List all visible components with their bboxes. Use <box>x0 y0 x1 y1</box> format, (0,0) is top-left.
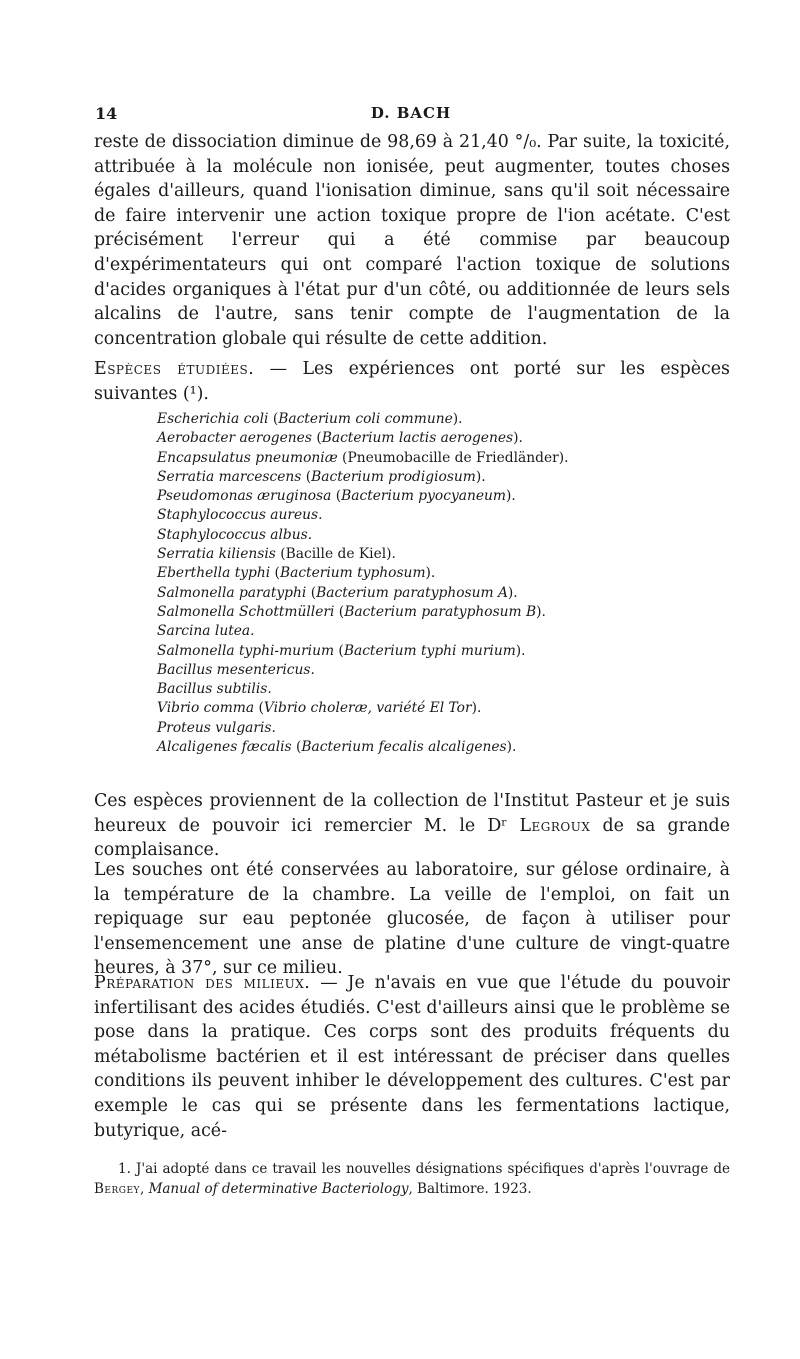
synonym-close: ). <box>513 430 523 447</box>
synonym-close: ). <box>507 584 518 601</box>
species-list <box>157 410 717 757</box>
page-number: 14 <box>95 104 118 123</box>
species-synonym: Bacterium coli commune <box>278 411 453 427</box>
synonym-open: ( <box>306 584 317 601</box>
synonym-open: ( <box>270 565 280 582</box>
person-name-legroux: Legroux <box>519 815 591 836</box>
footnote-reference: (¹). <box>182 383 209 404</box>
species-item <box>157 584 717 603</box>
synonym-open: ( <box>334 642 344 659</box>
species-item <box>157 680 717 699</box>
species-synonym: Bacterium paratyphosum B <box>344 603 537 620</box>
running-head: D. BACH <box>370 104 452 122</box>
synonym-close: ). <box>558 449 569 466</box>
species-item <box>157 564 717 583</box>
synonym-close: ). <box>471 700 482 717</box>
species-name: Staphylococcus albus. <box>157 526 313 543</box>
species-name: Bacillus subtilis. <box>157 681 272 698</box>
species-name: Aerobacter aerogenes <box>157 430 312 447</box>
species-name: Serratia marcescens <box>157 468 302 485</box>
species-synonym: Bacterium fecalis alcaligenes <box>301 739 507 756</box>
species-item <box>157 622 717 641</box>
footnote-separator: , <box>139 1181 149 1197</box>
footnote <box>94 1159 730 1199</box>
species-item <box>157 429 717 448</box>
species-item <box>157 410 717 429</box>
species-name: Staphylococcus aureus. <box>157 507 323 524</box>
species-name: Vibrio comma <box>157 700 255 717</box>
species-synonym: Bacterium typhosum <box>279 565 426 582</box>
species-name: Salmonella paratyphi <box>157 584 307 601</box>
species-item <box>157 449 717 468</box>
species-name: Bacillus mesentericus. <box>157 661 315 678</box>
section-heading-media: Préparation des milieux. <box>94 973 311 993</box>
synonym-open: ( <box>254 700 264 717</box>
species-synonym: Bacterium paratyphosum A <box>316 584 508 601</box>
body-paragraph-5 <box>94 971 730 1143</box>
section-heading-species: Espèces étudiées. <box>94 359 255 379</box>
footnote-number: 1. <box>118 1161 131 1177</box>
species-name: Proteus vulgaris. <box>157 719 276 736</box>
synonym-open: ( <box>331 488 342 505</box>
body-paragraph-1: reste de dissociation diminue de 98,69 à 21,40 °/₀. Par suite, la toxicité, attribuée à la molécule non ionisée, peut augmenter, toutes choses égales d'ailleurs, quand l'ionisation diminue, sans qu'il soit nécessaire de faire intervenir une action toxique propre de l'ion acétate. C'est précisément l'erreur qui a été commise par beaucoup d'expérimentateurs qui ont comparé l'action toxique de solutions d'acides organiques à l'état pur d'un côté, ou additionnée de leurs sels alcalins de l'autre, sans tenir compte de l'augmentation de la concentration globale qui résulte de cette addition. <box>94 132 730 349</box>
species-name: Salmonella Schottmülleri <box>157 603 335 620</box>
species-item <box>157 487 717 506</box>
species-name: Pseudomonas æruginosa <box>157 488 332 505</box>
species-item <box>157 545 717 564</box>
synonym-open: ( <box>311 430 322 447</box>
species-name: Escherichia coli <box>157 411 269 427</box>
body-paragraph-4: Les souches ont été conservées au laboratoire, sur gélose ordinaire, à la température de la chambre. La veille de l'emploi, on fait un repiquage sur eau peptonée glucosée, de façon à utiliser pour l'ensemencement une anse de platine d'une culture de vingt-quatre heures, à 37°, sur ce milieu. <box>94 860 730 979</box>
species-synonym: Bacterium prodigiosum <box>311 468 476 485</box>
species-item <box>157 738 717 757</box>
synonym-open: ( <box>301 468 312 485</box>
species-synonym: Bacille de Kiel <box>285 546 387 563</box>
species-item <box>157 719 717 738</box>
species-name: Serratia kiliensis <box>157 546 276 563</box>
synonym-open: ( <box>291 739 302 756</box>
synonym-open: ( <box>268 411 279 427</box>
species-synonym: Bacterium pyocyaneum <box>341 488 506 505</box>
species-item <box>157 468 717 487</box>
species-intro-text: — Les expériences ont porté sur les espèces suivantes <box>94 359 730 404</box>
synonym-close: ). <box>386 546 396 563</box>
footnote-text-end: , Baltimore. 1923. <box>408 1181 532 1197</box>
synonym-close: ). <box>506 488 516 505</box>
paragraph5-text: — Je n'avais en vue que l'étude du pouvoir infertilisant des acides étudiés. C'est d'ailleurs ainsi que le problème se pose dans la pratique. Ces corps sont des produits fréquents du métabolisme bactérien et il est intéressant de préciser dans quelles conditions ils peuvent inhiber le développement des cultures. C'est par exemple le cas qui se présente dans les fermentations lactique, butyrique, acé- <box>94 973 730 1141</box>
species-item <box>157 661 717 680</box>
species-synonym: Bacterium typhi murium <box>343 642 516 659</box>
synonym-close: ). <box>425 565 436 582</box>
species-synonym: Vibrio choleræ, variété El Tor <box>263 700 472 717</box>
species-item <box>157 642 717 661</box>
species-item <box>157 526 717 545</box>
synonym-close: ). <box>515 642 526 659</box>
synonym-close: ). <box>536 603 546 620</box>
species-name: Eberthella typhi <box>157 565 271 582</box>
footnote-text: J'ai adopté dans ce travail les nouvelles désignations spécifiques d'après l'ouvrage de <box>130 1161 730 1177</box>
synonym-close: ). <box>452 411 463 427</box>
synonym-close: ). <box>506 739 517 756</box>
synonym-open: ( <box>334 603 345 620</box>
species-name: Alcaligenes fæcalis <box>157 739 292 756</box>
footnote-book-title: Manual of determinative Bacteriology <box>148 1181 409 1197</box>
species-name: Salmonella typhi-murium <box>157 642 335 659</box>
species-intro-paragraph <box>94 357 730 406</box>
synonym-close: ). <box>475 468 486 485</box>
paragraph3-text: Ces espèces proviennent de la collection de l'Institut Pasteur et je suis heureux de pouvoir ici remercier M. le Dʳ <box>94 791 730 836</box>
species-name: Sarcina lutea. <box>157 623 255 640</box>
species-item <box>157 699 717 718</box>
synonym-open: ( <box>275 546 286 563</box>
species-item <box>157 603 717 622</box>
body-paragraph-3 <box>94 789 730 863</box>
species-synonym: Pneumobacille de Friedländer <box>347 449 559 466</box>
page-header <box>95 104 727 126</box>
footnote-author: Bergey <box>94 1181 140 1197</box>
species-synonym: Bacterium lactis aerogenes <box>321 430 514 447</box>
species-item <box>157 506 717 525</box>
species-name: Encapsulatus pneumoniæ <box>157 449 338 466</box>
synonym-open: ( <box>337 449 348 466</box>
paragraph3-text-end: de sa grande complaisance. <box>94 815 730 861</box>
